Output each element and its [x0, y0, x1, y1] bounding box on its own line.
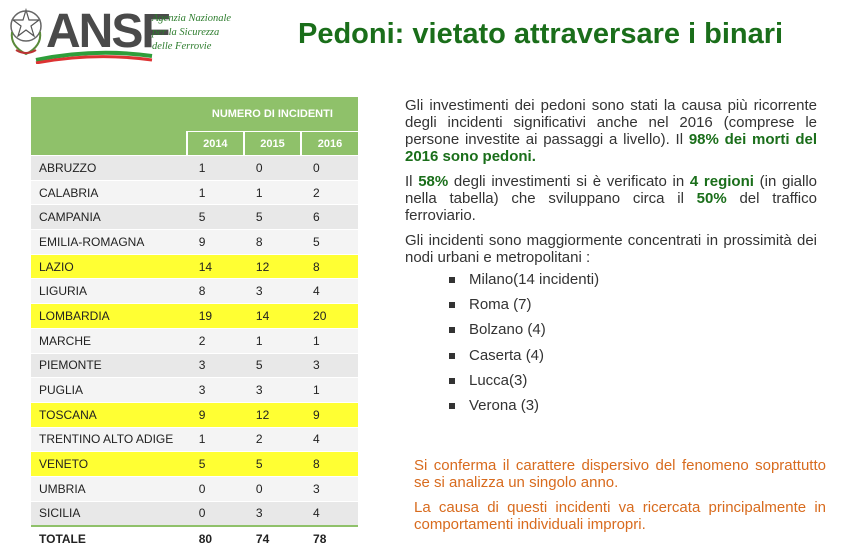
value-cell: 14 — [244, 304, 301, 329]
logo-tagline: Agenzia Nazionale per la Sicurezza delle Ferrovie — [152, 13, 232, 52]
region-cell: LAZIO — [31, 254, 187, 279]
incidents-table — [31, 97, 358, 552]
logo-wordmark: ANSF — [46, 5, 169, 58]
value-cell: 1 — [301, 378, 358, 403]
table-row — [31, 476, 358, 501]
table-group-header: NUMERO DI INCIDENTI — [187, 97, 358, 132]
region-cell: LIGURIA — [31, 279, 187, 304]
region-cell: VENETO — [31, 452, 187, 477]
value-cell: 3 — [187, 353, 244, 378]
table-row — [31, 230, 358, 255]
year-header-2016: 2016 — [301, 132, 358, 156]
total-value-cell: 80 — [187, 526, 244, 551]
year-header-2015: 2015 — [244, 132, 301, 156]
value-cell: 0 — [187, 476, 244, 501]
value-cell: 9 — [187, 230, 244, 255]
table-row — [31, 452, 358, 477]
region-cell: ABRUZZO — [31, 156, 187, 181]
value-cell: 5 — [244, 452, 301, 477]
value-cell: 14 — [187, 254, 244, 279]
table-row — [31, 378, 358, 403]
region-cell: SICILIA — [31, 501, 187, 526]
city-list-item: Milano(14 incidenti) — [449, 270, 817, 295]
value-cell: 4 — [301, 279, 358, 304]
conclusion-cause: La causa di questi incidenti va ricercata principalmente in comportamenti individuali impropri. — [414, 499, 826, 533]
city-list-item: Bolzano (4) — [449, 320, 817, 345]
city-list-item: Lucca(3) — [449, 371, 817, 396]
conclusion-dispersive: Si conferma il carattere dispersivo del fenomeno soprattutto se si analizza un singolo anno. — [414, 457, 826, 491]
value-cell: 8 — [244, 230, 301, 255]
value-cell: 8 — [187, 279, 244, 304]
region-cell: PIEMONTE — [31, 353, 187, 378]
table-row — [31, 304, 358, 329]
value-cell: 0 — [244, 156, 301, 181]
value-cell: 1 — [187, 427, 244, 452]
value-cell: 0 — [244, 476, 301, 501]
year-header-2014: 2014 — [187, 132, 244, 156]
value-cell: 5 — [187, 452, 244, 477]
page-title: Pedoni: vietato attraversare i binari — [298, 18, 784, 50]
value-cell: 5 — [244, 205, 301, 230]
value-cell: 1 — [244, 180, 301, 205]
region-cell: TOSCANA — [31, 402, 187, 427]
table-row — [31, 156, 358, 181]
value-cell: 3 — [301, 353, 358, 378]
value-cell: 0 — [301, 156, 358, 181]
value-cell: 3 — [244, 378, 301, 403]
flag-swoosh-icon — [34, 50, 154, 64]
conclusions — [414, 457, 826, 541]
value-cell: 12 — [244, 402, 301, 427]
table-row — [31, 501, 358, 526]
city-list-item: Verona (3) — [449, 396, 817, 421]
region-cell: MARCHE — [31, 328, 187, 353]
value-cell: 3 — [244, 501, 301, 526]
table-row — [31, 353, 358, 378]
table-row — [31, 402, 358, 427]
value-cell: 2 — [187, 328, 244, 353]
region-cell: LOMBARDIA — [31, 304, 187, 329]
value-cell: 3 — [244, 279, 301, 304]
cities-list — [405, 270, 817, 421]
value-cell: 8 — [301, 452, 358, 477]
value-cell: 1 — [244, 328, 301, 353]
table-row — [31, 205, 358, 230]
value-cell: 8 — [301, 254, 358, 279]
value-cell: 12 — [244, 254, 301, 279]
region-cell: EMILIA-ROMAGNA — [31, 230, 187, 255]
value-cell: 4 — [301, 501, 358, 526]
total-value-cell: 74 — [244, 526, 301, 551]
value-cell: 1 — [187, 156, 244, 181]
total-row — [31, 526, 358, 551]
value-cell: 19 — [187, 304, 244, 329]
region-cell: CALABRIA — [31, 180, 187, 205]
total-label: TOTALE — [31, 526, 187, 551]
value-cell: 2 — [244, 427, 301, 452]
paragraph-nodes: Gli incidenti sono maggiormente concentrati in prossimità dei nodi urbani e metropolitani : — [405, 232, 817, 266]
value-cell: 0 — [187, 501, 244, 526]
total-value-cell: 78 — [301, 526, 358, 551]
value-cell: 20 — [301, 304, 358, 329]
value-cell: 9 — [187, 402, 244, 427]
table-header-blank — [31, 97, 187, 156]
value-cell: 5 — [244, 353, 301, 378]
region-cell: CAMPANIA — [31, 205, 187, 230]
value-cell: 6 — [301, 205, 358, 230]
value-cell: 5 — [187, 205, 244, 230]
value-cell: 2 — [301, 180, 358, 205]
value-cell: 5 — [301, 230, 358, 255]
ansf-logo — [6, 4, 246, 66]
value-cell: 3 — [301, 476, 358, 501]
region-cell: PUGLIA — [31, 378, 187, 403]
value-cell: 9 — [301, 402, 358, 427]
table-row — [31, 427, 358, 452]
table-row — [31, 279, 358, 304]
region-cell: TRENTINO ALTO ADIGE — [31, 427, 187, 452]
value-cell: 1 — [187, 180, 244, 205]
table-row — [31, 328, 358, 353]
table-row — [31, 254, 358, 279]
table-row — [31, 180, 358, 205]
value-cell: 4 — [301, 427, 358, 452]
value-cell: 3 — [187, 378, 244, 403]
paragraph-causes: Gli investimenti dei pedoni sono stati la causa più ricorrente degli incidenti significativi anche nel 2016 (comprese le persone investite ai passaggi a livello). Il 98% dei morti del 2016 sono pedoni. — [405, 97, 817, 165]
table-body — [31, 156, 358, 552]
city-list-item: Caserta (4) — [449, 346, 817, 371]
text-panel — [405, 97, 817, 421]
city-list-item: Roma (7) — [449, 295, 817, 320]
region-cell: UMBRIA — [31, 476, 187, 501]
paragraph-regions: Il 58% degli investimenti si è verificato in 4 regioni (in giallo nella tabella) che sviluppano circa il 50% del traffico ferroviario. — [405, 173, 818, 224]
value-cell: 1 — [301, 328, 358, 353]
